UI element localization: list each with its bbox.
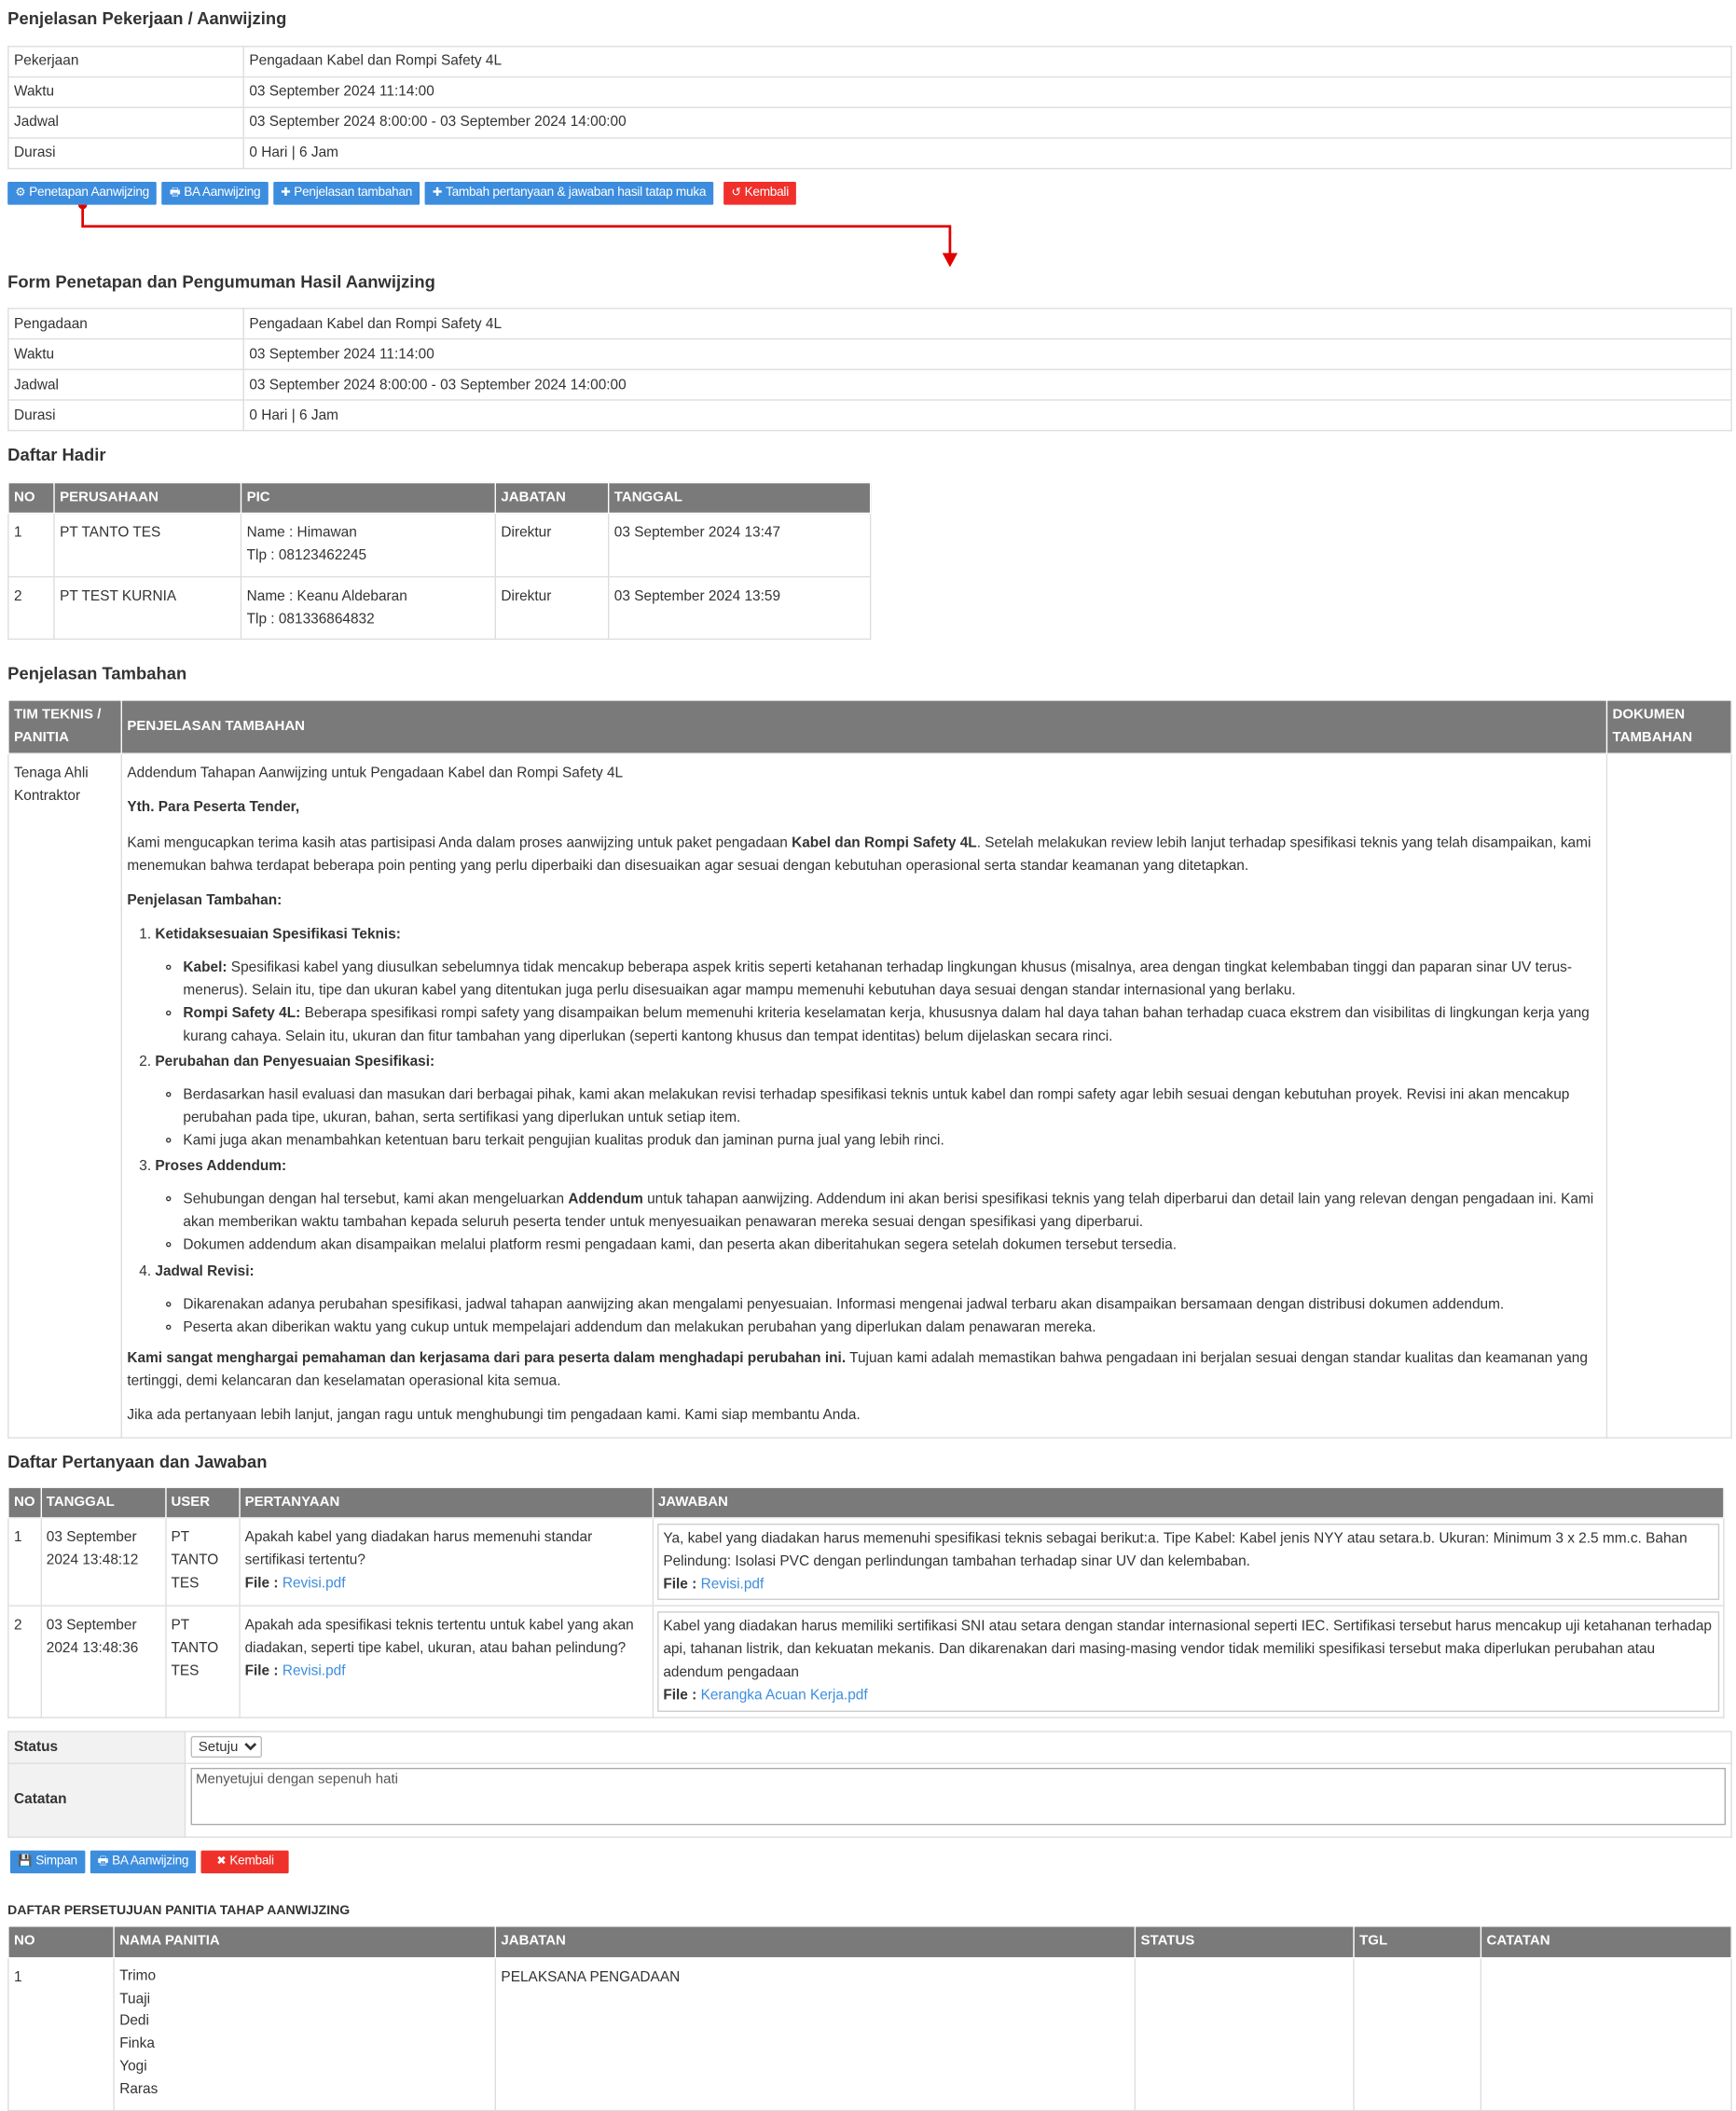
question-text: Apakah kabel yang diadakan harus memenuhi standar sertifikasi tertentu? [244, 1530, 593, 1569]
sub-item-bold: Kabel: [183, 959, 227, 975]
column-header: TIM TEKNIS / PANITIA [8, 700, 121, 754]
column-header: PERTANYAAN [239, 1487, 652, 1519]
action-bar-bottom [7, 1850, 1732, 1873]
sub-item-text: Beberapa spesifikasi rompi safety yang disampaikan belum memenuhi kriteria keselamatan kerja, khususnya dalam hal daya tahan bahan terhadap cuaca ekstrem dan visibilitas di lingkungan kerja yang kurang cahaya. Selain itu, ukuran dan fitur tambahan yang diperlukan (seperti kantong khusus dan tempat identitas) belum dijelaskan secara rinci. [183, 1005, 1590, 1044]
doc-heading [127, 889, 1601, 912]
cell-penjelasan-tambahan [121, 754, 1606, 1438]
penetapan-aanwijzing-button[interactable] [7, 181, 157, 204]
list-item [155, 1051, 1601, 1152]
table-row [8, 754, 1731, 1438]
info-row [8, 107, 1731, 138]
file-label: File : [244, 1663, 279, 1680]
ba-aanwijzing-button-bottom[interactable] [90, 1850, 196, 1873]
section-title-form-penetapan: Form Penetapan dan Pengumuman Hasil Aanwijzing [7, 271, 435, 291]
answer-box [657, 1612, 1720, 1712]
panitia-name: Raras [119, 2081, 158, 2098]
button-label: BA Aanwijzing [112, 1854, 189, 1869]
column-header: NAMA PANITIA [114, 1926, 495, 1958]
answer-file [663, 1685, 1713, 1708]
sub-item-text: untuk tahapan aanwijzing. Addendum ini akan berisi spesifikasi teknis yang telah diperbarui dan detail lain yang relevan dengan pengadaan ini. Kami akan memberikan waktu tambahan kepada seluruh peserta tender untuk menyesuaikan penawaran mereka sesuai dengan spesifikasi yang diperbarui. [183, 1192, 1594, 1231]
doc-intro [127, 831, 1601, 876]
sub-list [155, 1188, 1601, 1257]
question-file [245, 1661, 647, 1684]
sub-list-item: ◦ Berdasarkan hasil evaluasi dan masukan dari berbagai pihak, kami akan melakukan revisi terhadap spesifikasi teknis untuk kabel dan rompi safety agar lebih sesuai dengan kebutuhan proyek. Revisi ini akan mencakup perubahan pada tipe, ukuran, bahan, serta sertifikasi yang diperlukan untuk setiap item. [183, 1083, 1601, 1129]
info-label: Jadwal [8, 107, 243, 138]
panitia-name: Finka [119, 2036, 155, 2052]
button-label: Kembali [229, 1854, 274, 1869]
column-header: STATUS [1135, 1926, 1354, 1958]
cell-jawaban [653, 1518, 1724, 1606]
file-label: File : [663, 1577, 697, 1594]
sub-list [155, 1083, 1601, 1152]
column-header: CATATAN [1481, 1926, 1731, 1958]
cell-no: 1 [8, 514, 54, 576]
info-row [8, 46, 1731, 76]
doc-last-line: Jika ada pertanyaan lebih lanjut, jangan ragu untuk menghubungi tim pengadaan kami. Kami siap membantu Anda. [127, 1407, 861, 1424]
section-title-daftar-hadir: Daftar Hadir [7, 445, 106, 465]
info-table-pekerjaan [7, 46, 1732, 169]
pic-name: Name : Keanu Aldebaran [246, 587, 407, 604]
panitia-name: Yogi [119, 2059, 147, 2075]
intro-text: Kami mengucapkan terima kasih atas partisipasi Anda dalam proses aanwijzing untuk paket pengadaan [127, 835, 792, 850]
doc-title-line: Addendum Tahapan Aanwijzing untuk Pengadaan Kabel dan Rompi Safety 4L [127, 766, 624, 782]
catatan-label: Catatan [8, 1763, 186, 1837]
info-value: 03 September 2024 8:00:00 - 03 September 2024 14:00:00 [243, 107, 1731, 138]
cell-user: PT TANTO TES [165, 1518, 239, 1606]
sub-list-item [183, 1002, 1601, 1048]
list-item [155, 923, 1601, 1048]
column-header: USER [165, 1487, 239, 1519]
list-item-title: 2. Perubahan dan Penyesuaian Spesifikasi: [155, 1054, 435, 1070]
sub-item-text: Sehubungan dengan hal tersebut, kami akan mengeluarkan [183, 1192, 569, 1207]
info-value: 0 Hari | 6 Jam [243, 137, 1731, 168]
undo-icon: ↺ [731, 186, 741, 199]
column-header: NO [8, 482, 54, 514]
penjelasan-tambahan-table [7, 699, 1732, 1438]
file-label: File : [663, 1688, 697, 1704]
form-row-status [8, 1731, 1731, 1762]
cell-perusahaan: PT TEST KURNIA [54, 576, 241, 639]
sub-list [155, 956, 1601, 1048]
column-header: PIC [241, 482, 495, 514]
file-link[interactable]: Revisi.pdf [700, 1577, 765, 1594]
print-icon: 🖶 [97, 1854, 108, 1867]
cell-tim-teknis: Tenaga Ahli Kontraktor [8, 754, 121, 1438]
catatan-cell [185, 1763, 1731, 1837]
cell-dokumen-tambahan [1606, 754, 1731, 1438]
close-icon: ✖ [216, 1854, 227, 1868]
info-row [8, 309, 1731, 339]
info-label: Jadwal [8, 369, 243, 400]
info-label: Pengadaan [8, 309, 243, 339]
pic-phone: Tlp : 08123462245 [246, 548, 367, 564]
cell-pic [241, 514, 495, 576]
info-label: Waktu [8, 76, 243, 107]
button-label: Penjelasan tambahan [294, 186, 413, 200]
cell-pertanyaan [239, 1606, 652, 1717]
table-row [8, 1518, 1724, 1606]
print-icon: 🖶 [169, 185, 181, 199]
save-icon: 💾 [18, 1854, 33, 1868]
cell-pertanyaan [239, 1518, 652, 1606]
section-title-qa: Daftar Pertanyaan dan Jawaban [7, 1452, 268, 1472]
info-table-pengadaan [7, 308, 1732, 431]
cell-user: PT TANTO TES [165, 1606, 239, 1717]
table-row [8, 1606, 1724, 1717]
persetujuan-table [7, 1925, 1732, 2111]
cell-no: 2 [8, 576, 54, 639]
status-label: Status [8, 1731, 186, 1762]
heading-text: Penjelasan Tambahan: [127, 892, 282, 908]
column-header: JAWABAN [653, 1487, 1724, 1519]
question-text: Apakah ada spesifikasi teknis tertentu untuk kabel yang akan diadakan, seperti tipe kabel, ukuran, atau bahan pelindung? [244, 1618, 634, 1657]
cell-no: 1 [8, 1518, 41, 1606]
cell-tanggal: 03 September 2024 13:48:36 [41, 1606, 166, 1717]
column-header: NO [8, 1926, 114, 1958]
sub-list [155, 1293, 1601, 1339]
cell-tanggal: 03 September 2024 13:59 [609, 576, 871, 639]
cell-jabatan: Direktur [495, 576, 608, 639]
cogs-icon: ⚙ [15, 186, 26, 199]
column-header: TANGGAL [609, 482, 871, 514]
info-label: Durasi [8, 400, 243, 431]
button-label: Penetapan Aanwijzing [29, 186, 149, 200]
button-label: Simpan [35, 1854, 77, 1869]
file-link[interactable]: Revisi.pdf [282, 1663, 346, 1680]
answer-text: Ya, kabel yang diadakan harus memenuhi spesifikasi teknis sebagai berikut:a. Tipe Kabel: Kabel jenis NYY atau setara.b. Ukuran: Minimum 3 x 2.5 mm.c. Bahan Pelindung: Isolasi PVC dengan perlindungan tambahan terhadap sinar UV dan kelembaban. [663, 1531, 1688, 1570]
sub-list-item: ◦ Peserta akan diberikan waktu yang cukup untuk mempelajari addendum dan melakukan perubahan yang diperlukan dalam penawaran mereka. [183, 1316, 1601, 1339]
sub-list-item [183, 956, 1601, 1001]
penjelasan-tambahan-button[interactable] [273, 181, 420, 204]
plus-icon: ✚ [281, 186, 291, 199]
info-label: Durasi [8, 137, 243, 168]
cell-pic [241, 576, 495, 639]
status-select[interactable] [191, 1736, 262, 1758]
info-row [8, 76, 1731, 107]
panitia-name: Trimo [119, 1968, 157, 1984]
button-label: Tambah pertanyaan & jawaban hasil tatap muka [446, 186, 707, 200]
list-item-title: 3. Proses Addendum: [155, 1158, 287, 1175]
intro-text: . Setelah melakukan review lebih lanjut terhadap spesifikasi teknis yang telah disampaikan, kami menemukan bahwa terdapat beberapa poin penting yang perlu diperbaiki dan disesuaikan agar sesuai dengan kebutuhan operasional serta standar keamanan yang ditetapkan. [127, 835, 1591, 874]
closing-text: Tujuan kami adalah memastikan bahwa pengadaan ini berjalan sesuai dengan standar kualitas dan keamanan yang tertinggi, demi kelancaran dan keselamatan operasional kita semua. [127, 1350, 1588, 1389]
sub-item-bold: Addendum [568, 1192, 643, 1207]
action-bar-top [7, 181, 1732, 204]
answer-text: Kabel yang diadakan harus memiliki sertifikasi SNI atau setara dengan standar internasional seperti IEC. Sertifikasi tersebut harus mencakup uji ketahanan terhadap api, tahanan listrik, dan kekuatan mekanis. Dan dikarenakan dari masing-masing vendor tidak memiliki spesifikasi tersebut maka diperlukan perubahan atau adendum pengadaan [663, 1619, 1712, 1681]
table-row [8, 576, 871, 639]
list-item-title: 4. Jadwal Revisi: [155, 1263, 255, 1279]
cell-perusahaan: PT TANTO TES [54, 514, 241, 576]
info-value: Pengadaan Kabel dan Rompi Safety 4L [243, 309, 1731, 339]
sub-list-item [183, 1188, 1601, 1234]
button-label: Kembali [744, 186, 789, 200]
cell-nama-panitia [114, 1957, 495, 2110]
table-header-row [8, 700, 1731, 754]
approval-form [7, 1731, 1732, 1838]
section-title-persetujuan: DAFTAR PERSETUJUAN PANITIA TAHAP AANWIJZING [7, 1903, 351, 1918]
info-value: 03 September 2024 8:00:00 - 03 September 2024 14:00:00 [243, 369, 1731, 400]
qa-table [7, 1486, 1724, 1718]
table-row [8, 514, 871, 576]
column-header: TGL [1354, 1926, 1481, 1958]
section-title-penjelasan-tambahan: Penjelasan Tambahan [7, 663, 187, 683]
info-label: Waktu [8, 339, 243, 370]
cell-no: 2 [8, 1606, 41, 1717]
doc-greeting [127, 797, 1601, 821]
table-row [8, 1957, 1731, 2110]
cell-no: 1 [8, 1957, 114, 2110]
tambah-pertanyaan-button[interactable] [425, 181, 714, 204]
red-arrow-annotation [7, 204, 974, 268]
list-item [155, 1155, 1601, 1257]
catatan-textarea[interactable] [191, 1767, 1726, 1824]
cell-jabatan: Direktur [495, 514, 608, 576]
question-file [245, 1572, 647, 1595]
table-header-row [8, 1926, 1731, 1958]
annotation-arrow [7, 204, 1732, 268]
closing-bold: Kami sangat menghargai pemahaman dan kerjasama dari para peserta dalam menghadapi perubahan ini. [127, 1350, 847, 1366]
cell-catatan [1481, 1957, 1731, 2110]
info-row [8, 400, 1731, 431]
plus-icon: ✚ [432, 186, 442, 199]
kembali-button-bottom[interactable] [201, 1850, 289, 1873]
answer-file [663, 1574, 1713, 1597]
sub-item-bold: Rompi Safety 4L: [183, 1005, 301, 1022]
table-header-row [8, 1487, 1724, 1519]
pic-phone: Tlp : 081336864832 [246, 611, 375, 627]
daftar-hadir-table [7, 482, 871, 640]
cell-jawaban [653, 1606, 1724, 1717]
file-link[interactable]: Kerangka Acuan Kerja.pdf [700, 1688, 868, 1704]
cell-tanggal: 03 September 2024 13:47 [609, 514, 871, 576]
info-row [8, 137, 1731, 168]
info-label: Pekerjaan [8, 46, 243, 76]
doc-closing [127, 1346, 1601, 1392]
list-item [155, 1260, 1601, 1339]
info-row [8, 339, 1731, 370]
cell-tgl [1354, 1957, 1481, 2110]
info-value: 0 Hari | 6 Jam [243, 400, 1731, 431]
cell-jabatan: PELAKSANA PENGADAAN [495, 1957, 1135, 2110]
column-header: NO [8, 1487, 41, 1519]
kembali-button-top[interactable] [723, 181, 796, 204]
button-label: BA Aanwijzing [184, 186, 261, 200]
column-header: PERUSAHAAN [54, 482, 241, 514]
column-header: TANGGAL [41, 1487, 166, 1519]
status-cell [185, 1731, 1731, 1762]
sub-list-item: ◦ Dikarenakan adanya perubahan spesifikasi, jadwal tahapan aanwijzing akan mengalami penyesuaian. Informasi mengenai jadwal terbaru akan disampaikan bersamaan dengan distribusi dokumen addendum. [183, 1293, 1601, 1317]
column-header: JABATAN [495, 482, 608, 514]
file-link[interactable]: Revisi.pdf [282, 1576, 346, 1592]
sub-item-text: Spesifikasi kabel yang diusulkan sebelumnya tidak mencakup beberapa aspek kritis seperti ketahanan terhadap lingkungan khusus (misalnya, area dengan tingkat kelembaban tinggi dan paparan sinar UV terus-menerus). Selain itu, tipe dan ukuran kabel yang ditentukan juga perlu disesuaikan agar mampu memenuhi kebutuhan daya sesuai dengan standar internasional yang berlaku. [183, 959, 1573, 999]
cell-status [1135, 1957, 1354, 2110]
intro-bold: Kabel dan Rompi Safety 4L [792, 835, 977, 850]
column-header: PENJELASAN TAMBAHAN [121, 700, 1606, 754]
cell-tanggal: 03 September 2024 13:48:12 [41, 1518, 166, 1606]
column-header: DOKUMEN TAMBAHAN [1606, 700, 1731, 754]
file-label: File : [244, 1576, 279, 1592]
simpan-button[interactable] [10, 1850, 85, 1873]
answer-box [657, 1524, 1720, 1600]
info-row [8, 369, 1731, 400]
section-title-penjelasan: Penjelasan Pekerjaan / Aanwijzing [7, 8, 287, 29]
info-value: 03 September 2024 11:14:00 [243, 76, 1731, 107]
sub-list-item: ◦ Dokumen addendum akan disampaikan melalui platform resmi pengadaan kami, dan peserta akan diberitahukan segera setelah dokumen tersebut tersedia. [183, 1235, 1601, 1258]
greeting-text: Yth. Para Peserta Tender, [127, 800, 300, 816]
panitia-name: Tuaji [119, 1991, 151, 2007]
sub-list-item: ◦ Kami juga akan menambahkan ketentuan baru terkait pengujian kualitas produk dan jaminan purna jual yang lebih rinci. [183, 1130, 1601, 1153]
list-item-title: 1. Ketidaksesuaian Spesifikasi Teknis: [155, 926, 401, 943]
panitia-name: Dedi [119, 2013, 149, 2030]
table-header-row [8, 482, 871, 514]
form-row-catatan [8, 1763, 1731, 1837]
column-header: JABATAN [495, 1926, 1135, 1958]
info-value: 03 September 2024 11:14:00 [243, 339, 1731, 370]
pic-name: Name : Himawan [246, 525, 357, 542]
info-value: Pengadaan Kabel dan Rompi Safety 4L [243, 46, 1731, 76]
doc-ordered-list [127, 923, 1601, 1339]
ba-aanwijzing-button[interactable] [162, 181, 269, 204]
